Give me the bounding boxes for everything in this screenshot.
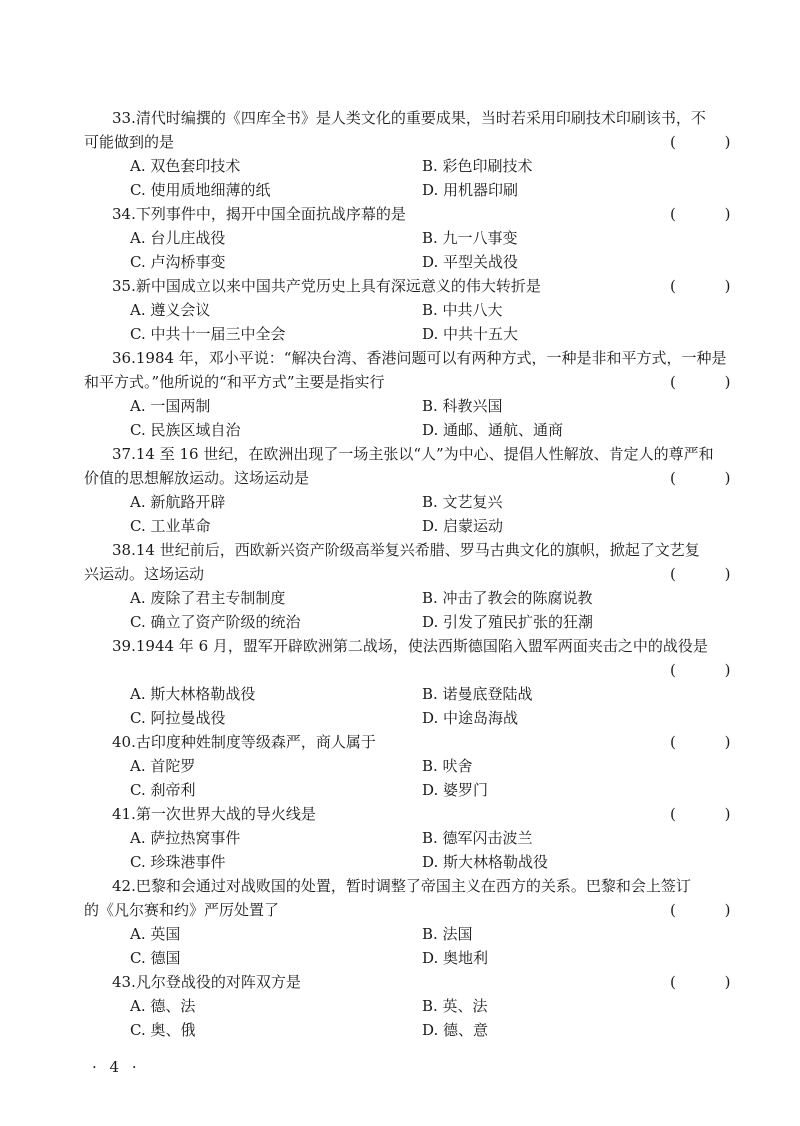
option-row <box>0 322 800 346</box>
answer-option: B. 九一八事变 <box>422 229 518 247</box>
question-stem-line <box>0 370 800 394</box>
option-row <box>0 490 800 514</box>
page-number: · 4 · <box>92 1058 141 1076</box>
answer-option: A. 英国 <box>130 925 181 943</box>
question-stem-line <box>0 442 800 466</box>
question-block <box>0 442 800 538</box>
question-block <box>0 802 800 874</box>
option-row <box>0 514 800 538</box>
answer-option: B. 诺曼底登陆战 <box>422 685 533 703</box>
question-block <box>0 634 800 730</box>
answer-option: D. 婆罗门 <box>422 781 489 799</box>
answer-option: B. 德军闪击波兰 <box>422 829 533 847</box>
question-stem-text: 41.第一次世界大战的导火线是 <box>112 805 316 823</box>
answer-option: D. 用机器印刷 <box>422 181 519 199</box>
question-stem-line <box>0 658 800 682</box>
answer-option: A. 一国两制 <box>130 397 211 415</box>
question-block <box>0 346 800 442</box>
answer-blank: ( ) <box>670 277 753 295</box>
question-list <box>0 106 800 1042</box>
question-stem-line <box>0 802 800 826</box>
question-stem-line <box>0 538 800 562</box>
question-stem-line <box>0 274 800 298</box>
option-row <box>0 154 800 178</box>
question-stem-text: 可能做到的是 <box>84 133 175 151</box>
question-stem-line <box>0 130 800 154</box>
option-row <box>0 226 800 250</box>
question-stem-line <box>0 730 800 754</box>
answer-blank: ( ) <box>670 901 753 919</box>
question-stem-text: 34.下列事件中，揭开中国全面抗战序幕的是 <box>112 205 406 223</box>
answer-option: A. 萨拉热窝事件 <box>130 829 241 847</box>
question-stem-line <box>0 898 800 922</box>
answer-option: C. 工业革命 <box>130 517 211 535</box>
answer-option: B. 冲击了教会的陈腐说教 <box>422 589 593 607</box>
question-stem-text: 兴运动。这场运动 <box>84 565 205 583</box>
answer-option: C. 珍珠港事件 <box>130 853 226 871</box>
answer-option: A. 废除了君主专制制度 <box>130 589 286 607</box>
option-row <box>0 394 800 418</box>
option-row <box>0 298 800 322</box>
question-stem-line <box>0 970 800 994</box>
answer-blank: ( ) <box>670 205 753 223</box>
option-row <box>0 586 800 610</box>
answer-option: D. 启蒙运动 <box>422 517 504 535</box>
option-row <box>0 250 800 274</box>
answer-option: C. 德国 <box>130 949 181 967</box>
answer-option: C. 阿拉曼战役 <box>130 709 226 727</box>
question-stem-text: 33.清代时编撰的《四库全书》是人类文化的重要成果，当时若采用印刷技术印刷该书，不 <box>112 109 706 127</box>
answer-option: A. 首陀罗 <box>130 757 196 775</box>
answer-option: A. 新航路开辟 <box>130 493 226 511</box>
question-block <box>0 106 800 202</box>
answer-option: A. 遵义会议 <box>130 301 211 319</box>
answer-option: C. 奥、俄 <box>130 1021 196 1039</box>
answer-option: B. 文艺复兴 <box>422 493 503 511</box>
question-stem-text: 和平方式。”他所说的“和平方式”主要是指实行 <box>84 373 385 391</box>
answer-blank: ( ) <box>670 733 753 751</box>
answer-option: C. 确立了资产阶级的统治 <box>130 613 301 631</box>
question-stem-text: 35.新中国成立以来中国共产党历史上具有深远意义的伟大转折是 <box>112 277 541 295</box>
answer-option: B. 吠舍 <box>422 757 473 775</box>
answer-option: C. 刹帝利 <box>130 781 196 799</box>
question-block <box>0 970 800 1042</box>
answer-option: D. 斯大林格勒战役 <box>422 853 549 871</box>
answer-option: D. 中途岛海战 <box>422 709 519 727</box>
question-stem-text: 40.古印度种姓制度等级森严，商人属于 <box>112 733 376 751</box>
answer-option: D. 引发了殖民扩张的狂潮 <box>422 613 594 631</box>
option-row <box>0 850 800 874</box>
option-row <box>0 994 800 1018</box>
question-stem-text: 43.凡尔登战役的对阵双方是 <box>112 973 301 991</box>
question-stem-text: 37.14 至 16 世纪，在欧洲出现了一场主张以“人”为中心、提倡人性解放、肯定人的尊严和 <box>112 445 714 463</box>
question-stem-text: 的《凡尔赛和约》严厉处置了 <box>84 901 280 919</box>
answer-option: C. 民族区域自治 <box>130 421 241 439</box>
question-stem-text: 价值的思想解放运动。这场运动是 <box>84 469 310 487</box>
answer-option: A. 台儿庄战役 <box>130 229 226 247</box>
question-stem-line <box>0 202 800 226</box>
question-stem-line <box>0 106 800 130</box>
question-stem-text: 38.14 世纪前后，西欧新兴资产阶级高举复兴希腊、罗马古典文化的旗帜，掀起了文艺复 <box>112 541 700 559</box>
question-stem-text: 39.1944 年 6 月，盟军开辟欧洲第二战场，使法西斯德国陷入盟军两面夹击之中的战役是 <box>112 637 708 655</box>
answer-option: D. 中共十五大 <box>422 325 519 343</box>
question-stem-line <box>0 634 800 658</box>
answer-option: B. 英、法 <box>422 997 488 1015</box>
option-row <box>0 778 800 802</box>
question-block <box>0 202 800 274</box>
option-row <box>0 706 800 730</box>
option-row <box>0 418 800 442</box>
answer-blank: ( ) <box>670 469 753 487</box>
question-stem-line <box>0 562 800 586</box>
answer-option: B. 中共八大 <box>422 301 503 319</box>
answer-blank: ( ) <box>670 373 753 391</box>
answer-option: D. 平型关战役 <box>422 253 519 271</box>
answer-option: A. 双色套印技术 <box>130 157 241 175</box>
question-block <box>0 874 800 970</box>
option-row <box>0 178 800 202</box>
option-row <box>0 682 800 706</box>
question-block <box>0 538 800 634</box>
answer-option: C. 卢沟桥事变 <box>130 253 226 271</box>
question-stem-line <box>0 874 800 898</box>
answer-option: B. 彩色印刷技术 <box>422 157 533 175</box>
question-block <box>0 274 800 346</box>
answer-blank: ( ) <box>670 133 753 151</box>
answer-option: C. 中共十一届三中全会 <box>130 325 286 343</box>
answer-option: C. 使用质地细薄的纸 <box>130 181 271 199</box>
answer-blank: ( ) <box>670 661 753 679</box>
answer-option: B. 科教兴国 <box>422 397 503 415</box>
question-stem-text: 42.巴黎和会通过对战败国的处置，暂时调整了帝国主义在西方的关系。巴黎和会上签订 <box>112 877 691 895</box>
question-stem-line <box>0 466 800 490</box>
answer-blank: ( ) <box>670 565 753 583</box>
question-stem-line <box>0 346 800 370</box>
answer-option: D. 通邮、通航、通商 <box>422 421 564 439</box>
option-row <box>0 1018 800 1042</box>
option-row <box>0 754 800 778</box>
option-row <box>0 946 800 970</box>
answer-option: D. 奥地利 <box>422 949 489 967</box>
answer-option: B. 法国 <box>422 925 473 943</box>
answer-option: A. 德、法 <box>130 997 196 1015</box>
answer-blank: ( ) <box>670 805 753 823</box>
option-row <box>0 826 800 850</box>
question-block <box>0 730 800 802</box>
question-stem-text: 36.1984 年，邓小平说：“解决台湾、香港问题可以有两种方式，一种是非和平方式，一种是 <box>112 349 727 367</box>
answer-option: D. 德、意 <box>422 1021 489 1039</box>
option-row <box>0 922 800 946</box>
answer-blank: ( ) <box>670 973 753 991</box>
answer-option: A. 斯大林格勒战役 <box>130 685 256 703</box>
option-row <box>0 610 800 634</box>
